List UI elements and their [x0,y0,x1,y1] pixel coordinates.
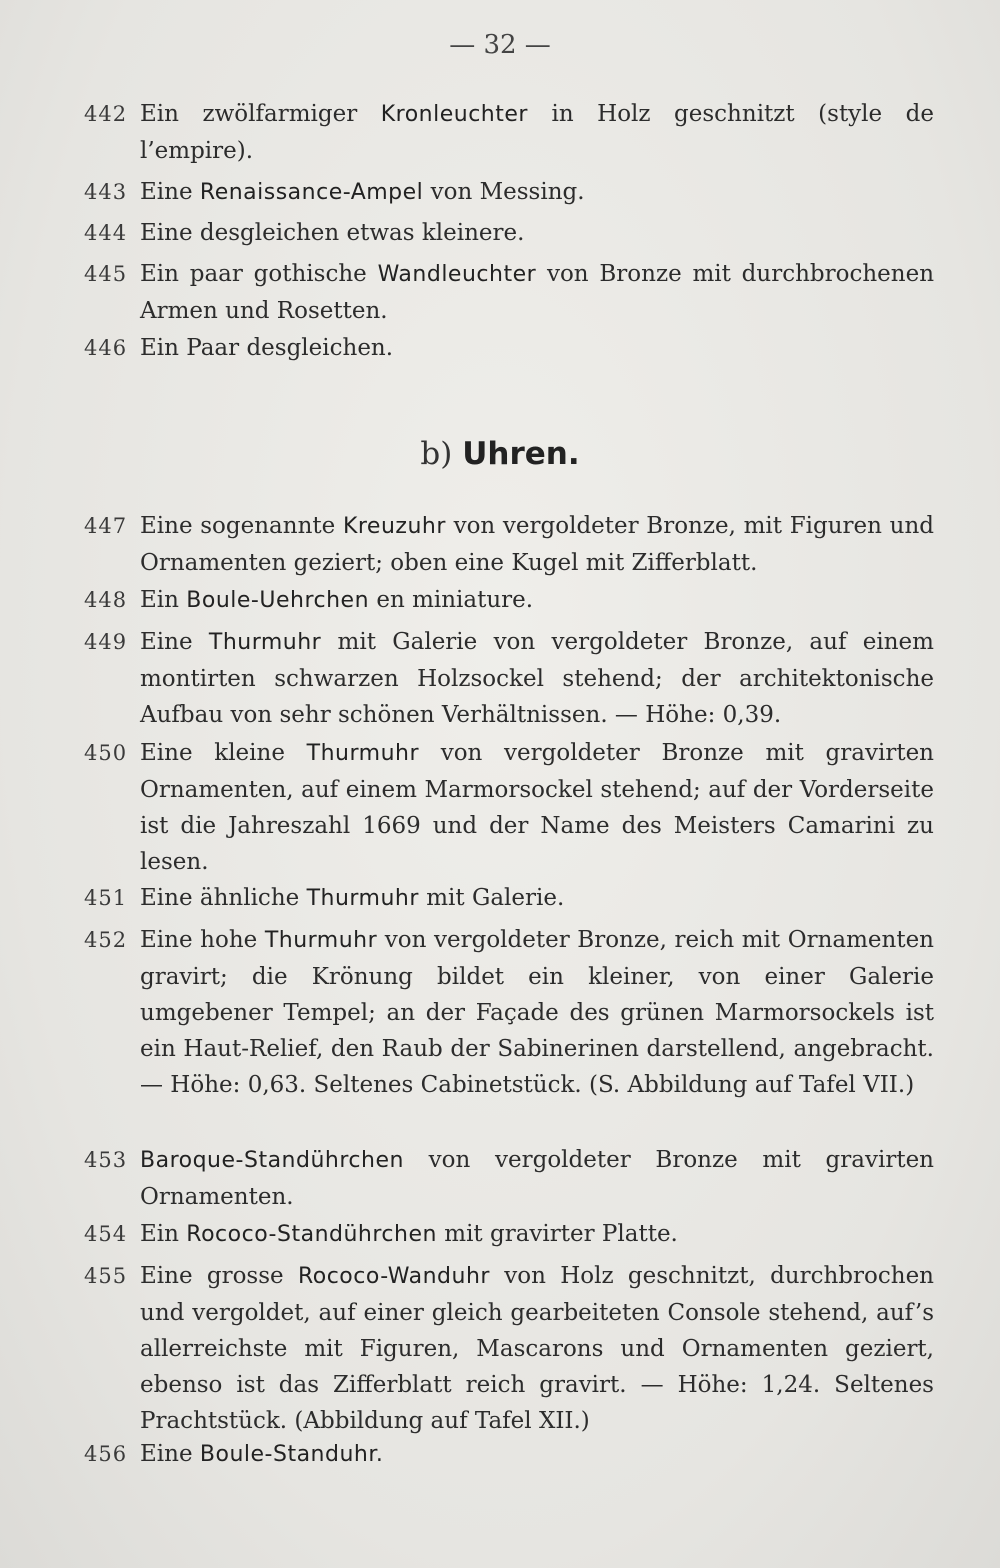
entry-keyword: Rococo-Wanduhr [297,1264,490,1289]
catalog-entry-450 [84,735,934,880]
entry-keyword: Thurmuhr [264,928,378,953]
entry-text: Eine desgleichen etwas kleinere. [140,220,525,246]
entry-number: 452 [84,928,128,952]
entry-number: 451 [84,886,128,910]
entry-keyword: Rococo-Standührchen [186,1222,437,1247]
entry-number: 449 [84,630,128,654]
section-title: Uhren. [462,436,580,472]
catalog-entry-454 [84,1216,934,1253]
catalog-entry-444 [84,215,934,251]
entry-keyword: Thurmuhr [306,741,420,766]
entry-keyword: Thurmuhr [306,886,419,911]
entry-text: Eine grosse Rococo-Wanduhr von Holz geschnitzt, durchbrochen und vergoldet, auf einer gleich gearbeiteten Console stehend, auf’s allerreichste mit Figuren, Mascarons und Ornamenten geziert, ebenso ist das Zifferblatt reich gravirt. — Höhe: 1,24. Seltenes Prachtstück. (Abbildung auf Tafel XII.) [140,1263,934,1434]
catalog-entry-451 [84,880,934,917]
section-letter: b) [420,436,453,472]
entry-number: 454 [84,1222,128,1246]
page-number: — 32 — [449,30,551,60]
entry-number: 444 [84,221,128,245]
entry-keyword: Kreuzuhr [342,514,446,539]
entry-text: Ein Rococo-Standührchen mit gravirter Platte. [140,1221,678,1247]
entry-keyword: Kronleuchter [380,102,528,127]
catalog-entry-452 [84,922,934,1103]
entry-number: 450 [84,741,128,765]
catalog-entry-447 [84,508,934,581]
catalog-entry-456 [84,1436,934,1473]
entry-text: Ein paar gothische Wandleuchter von Bronze mit durchbrochenen Armen und Rosetten. [140,261,935,324]
entry-number: 455 [84,1264,128,1288]
catalog-entry-443 [84,174,934,211]
entry-number: 445 [84,262,128,286]
catalog-entry-442 [84,96,934,169]
section-heading [0,436,1000,472]
catalog-entry-445 [84,256,934,329]
entry-keyword: Boule-Standuhr. [199,1442,384,1467]
entry-text: Eine Renaissance-Ampel von Messing. [140,179,585,205]
entry-number: 448 [84,588,128,612]
entry-text: Eine Boule-Standuhr. [140,1441,384,1467]
entry-text: Ein zwölfarmiger Kronleuchter in Holz geschnitzt (style de l’empire). [140,101,934,164]
entry-text: Eine ähnliche Thurmuhr mit Galerie. [140,885,565,911]
entry-text: Eine kleine Thurmuhr von vergoldeter Bronze mit gravirten Ornamenten, auf einem Marmorsockel stehend; auf der Vorderseite ist die Jahreszahl 1669 und der Name des Meisters Camarini zu lesen. [140,740,934,875]
entry-number: 446 [84,336,128,360]
entry-text: Ein Paar desgleichen. [140,335,394,361]
entry-keyword: Renaissance-Ampel [199,180,424,205]
entry-text: Ein Boule-Uehrchen en miniature. [140,587,534,613]
catalog-entry-455 [84,1258,934,1439]
entry-number: 447 [84,514,128,538]
entry-text: Eine sogenannte Kreuzuhr von vergoldeter Bronze, mit Figuren und Ornamenten geziert; oben eine Kugel mit Zifferblatt. [140,513,934,576]
entry-number: 453 [84,1148,128,1172]
catalog-entry-448 [84,582,934,619]
catalog-entry-446 [84,330,934,366]
catalog-entry-453 [84,1142,934,1215]
entry-keyword: Boule-Uehrchen [186,588,370,613]
entry-number: 443 [84,180,128,204]
entry-text: Eine hohe Thurmuhr von vergoldeter Bronze, reich mit Ornamenten gravirt; die Krönung bildet ein kleiner, von einer Galerie umgebener Tempel; an der Façade des grünen Marmorsockels ist ein Haut-Relief, den Raub der Sabinerinen darstellend, angebracht. — Höhe: 0,63. Seltenes Cabinetstück. (S. Abbildung auf Tafel VII.) [140,927,934,1098]
entry-keyword: Wandleuchter [377,262,537,287]
entry-number: 456 [84,1442,128,1466]
entry-keyword: Thurmuhr [208,630,322,655]
entry-keyword: Baroque-Standührchen [140,1148,404,1173]
catalog-entry-449 [84,624,934,733]
entry-text: Baroque-Standührchen von vergoldeter Bronze mit gravirten Ornamenten. [140,1147,934,1210]
entry-number: 442 [84,102,128,126]
entry-text: Eine Thurmuhr mit Galerie von vergoldeter Bronze, auf einem montirten schwarzen Holzsockel stehend; der architektonische Aufbau von sehr schönen Verhältnissen. — Höhe: 0,39. [140,629,934,728]
